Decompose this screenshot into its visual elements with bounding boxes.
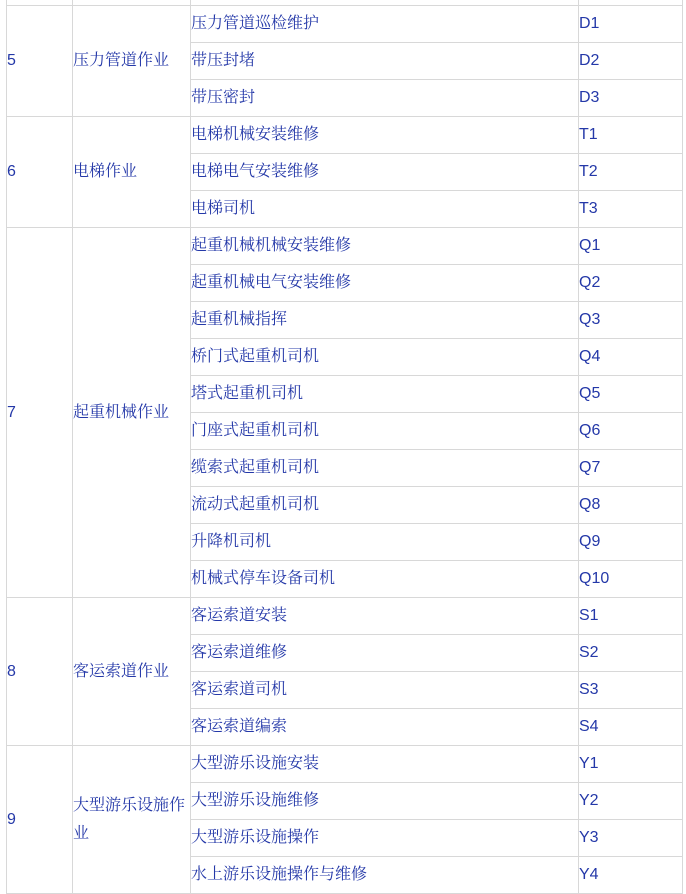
row-number-cell: 6 xyxy=(7,117,73,228)
item-name-cell: 客运索道维修 xyxy=(191,635,579,672)
item-code-cell: Y1 xyxy=(579,746,683,783)
item-name-cell: 大型游乐设施操作 xyxy=(191,820,579,857)
item-name-cell: 起重机械机械安装维修 xyxy=(191,228,579,265)
category-cell: 客运索道作业 xyxy=(73,598,191,746)
item-name-cell: 压力管道巡检维护 xyxy=(191,6,579,43)
category-cell: 大型游乐设施作业 xyxy=(73,746,191,894)
table-row xyxy=(7,117,683,154)
table-row xyxy=(7,6,683,43)
item-code-cell: Y3 xyxy=(579,820,683,857)
item-name-cell: 塔式起重机司机 xyxy=(191,376,579,413)
item-name-cell: 流动式起重机司机 xyxy=(191,487,579,524)
category-cell: 压力管道作业 xyxy=(73,6,191,117)
item-code-cell: Q9 xyxy=(579,524,683,561)
item-code-cell: S2 xyxy=(579,635,683,672)
item-code-cell: Y4 xyxy=(579,857,683,894)
item-code-cell: D1 xyxy=(579,6,683,43)
category-cell: 起重机械作业 xyxy=(73,228,191,598)
item-code-cell: Q3 xyxy=(579,302,683,339)
table-row xyxy=(7,598,683,635)
item-code-cell: S1 xyxy=(579,598,683,635)
table-row xyxy=(7,228,683,265)
item-name-cell: 起重机械指挥 xyxy=(191,302,579,339)
item-code-cell: D2 xyxy=(579,43,683,80)
item-code-cell: T3 xyxy=(579,191,683,228)
item-code-cell: Q1 xyxy=(579,228,683,265)
item-name-cell: 大型游乐设施维修 xyxy=(191,783,579,820)
item-name-cell: 电梯机械安装维修 xyxy=(191,117,579,154)
item-code-cell: T1 xyxy=(579,117,683,154)
item-name-cell: 水上游乐设施操作与维修 xyxy=(191,857,579,894)
item-name-cell: 客运索道安装 xyxy=(191,598,579,635)
item-name-cell: 缆索式起重机司机 xyxy=(191,450,579,487)
item-name-cell: 电梯电气安装维修 xyxy=(191,154,579,191)
item-name-cell: 客运索道编索 xyxy=(191,709,579,746)
certification-categories-table xyxy=(6,0,683,894)
item-name-cell: 带压密封 xyxy=(191,80,579,117)
item-code-cell: Q6 xyxy=(579,413,683,450)
item-name-cell: 客运索道司机 xyxy=(191,672,579,709)
row-number-cell: 5 xyxy=(7,6,73,117)
item-name-cell: 大型游乐设施安装 xyxy=(191,746,579,783)
item-name-cell: 门座式起重机司机 xyxy=(191,413,579,450)
item-code-cell: Q8 xyxy=(579,487,683,524)
item-code-cell: D3 xyxy=(579,80,683,117)
item-code-cell: Q5 xyxy=(579,376,683,413)
item-name-cell: 机械式停车设备司机 xyxy=(191,561,579,598)
item-name-cell: 电梯司机 xyxy=(191,191,579,228)
item-code-cell: Q7 xyxy=(579,450,683,487)
item-name-cell: 升降机司机 xyxy=(191,524,579,561)
item-name-cell: 桥门式起重机司机 xyxy=(191,339,579,376)
table-row xyxy=(7,746,683,783)
item-name-cell: 带压封堵 xyxy=(191,43,579,80)
item-code-cell: S4 xyxy=(579,709,683,746)
item-code-cell: Q10 xyxy=(579,561,683,598)
category-cell: 电梯作业 xyxy=(73,117,191,228)
item-name-cell: 起重机械电气安装维修 xyxy=(191,265,579,302)
item-code-cell: Q2 xyxy=(579,265,683,302)
item-code-cell: Y2 xyxy=(579,783,683,820)
row-number-cell: 9 xyxy=(7,746,73,894)
item-code-cell: Q4 xyxy=(579,339,683,376)
row-number-cell: 8 xyxy=(7,598,73,746)
item-code-cell: S3 xyxy=(579,672,683,709)
row-number-cell: 7 xyxy=(7,228,73,598)
item-code-cell: T2 xyxy=(579,154,683,191)
